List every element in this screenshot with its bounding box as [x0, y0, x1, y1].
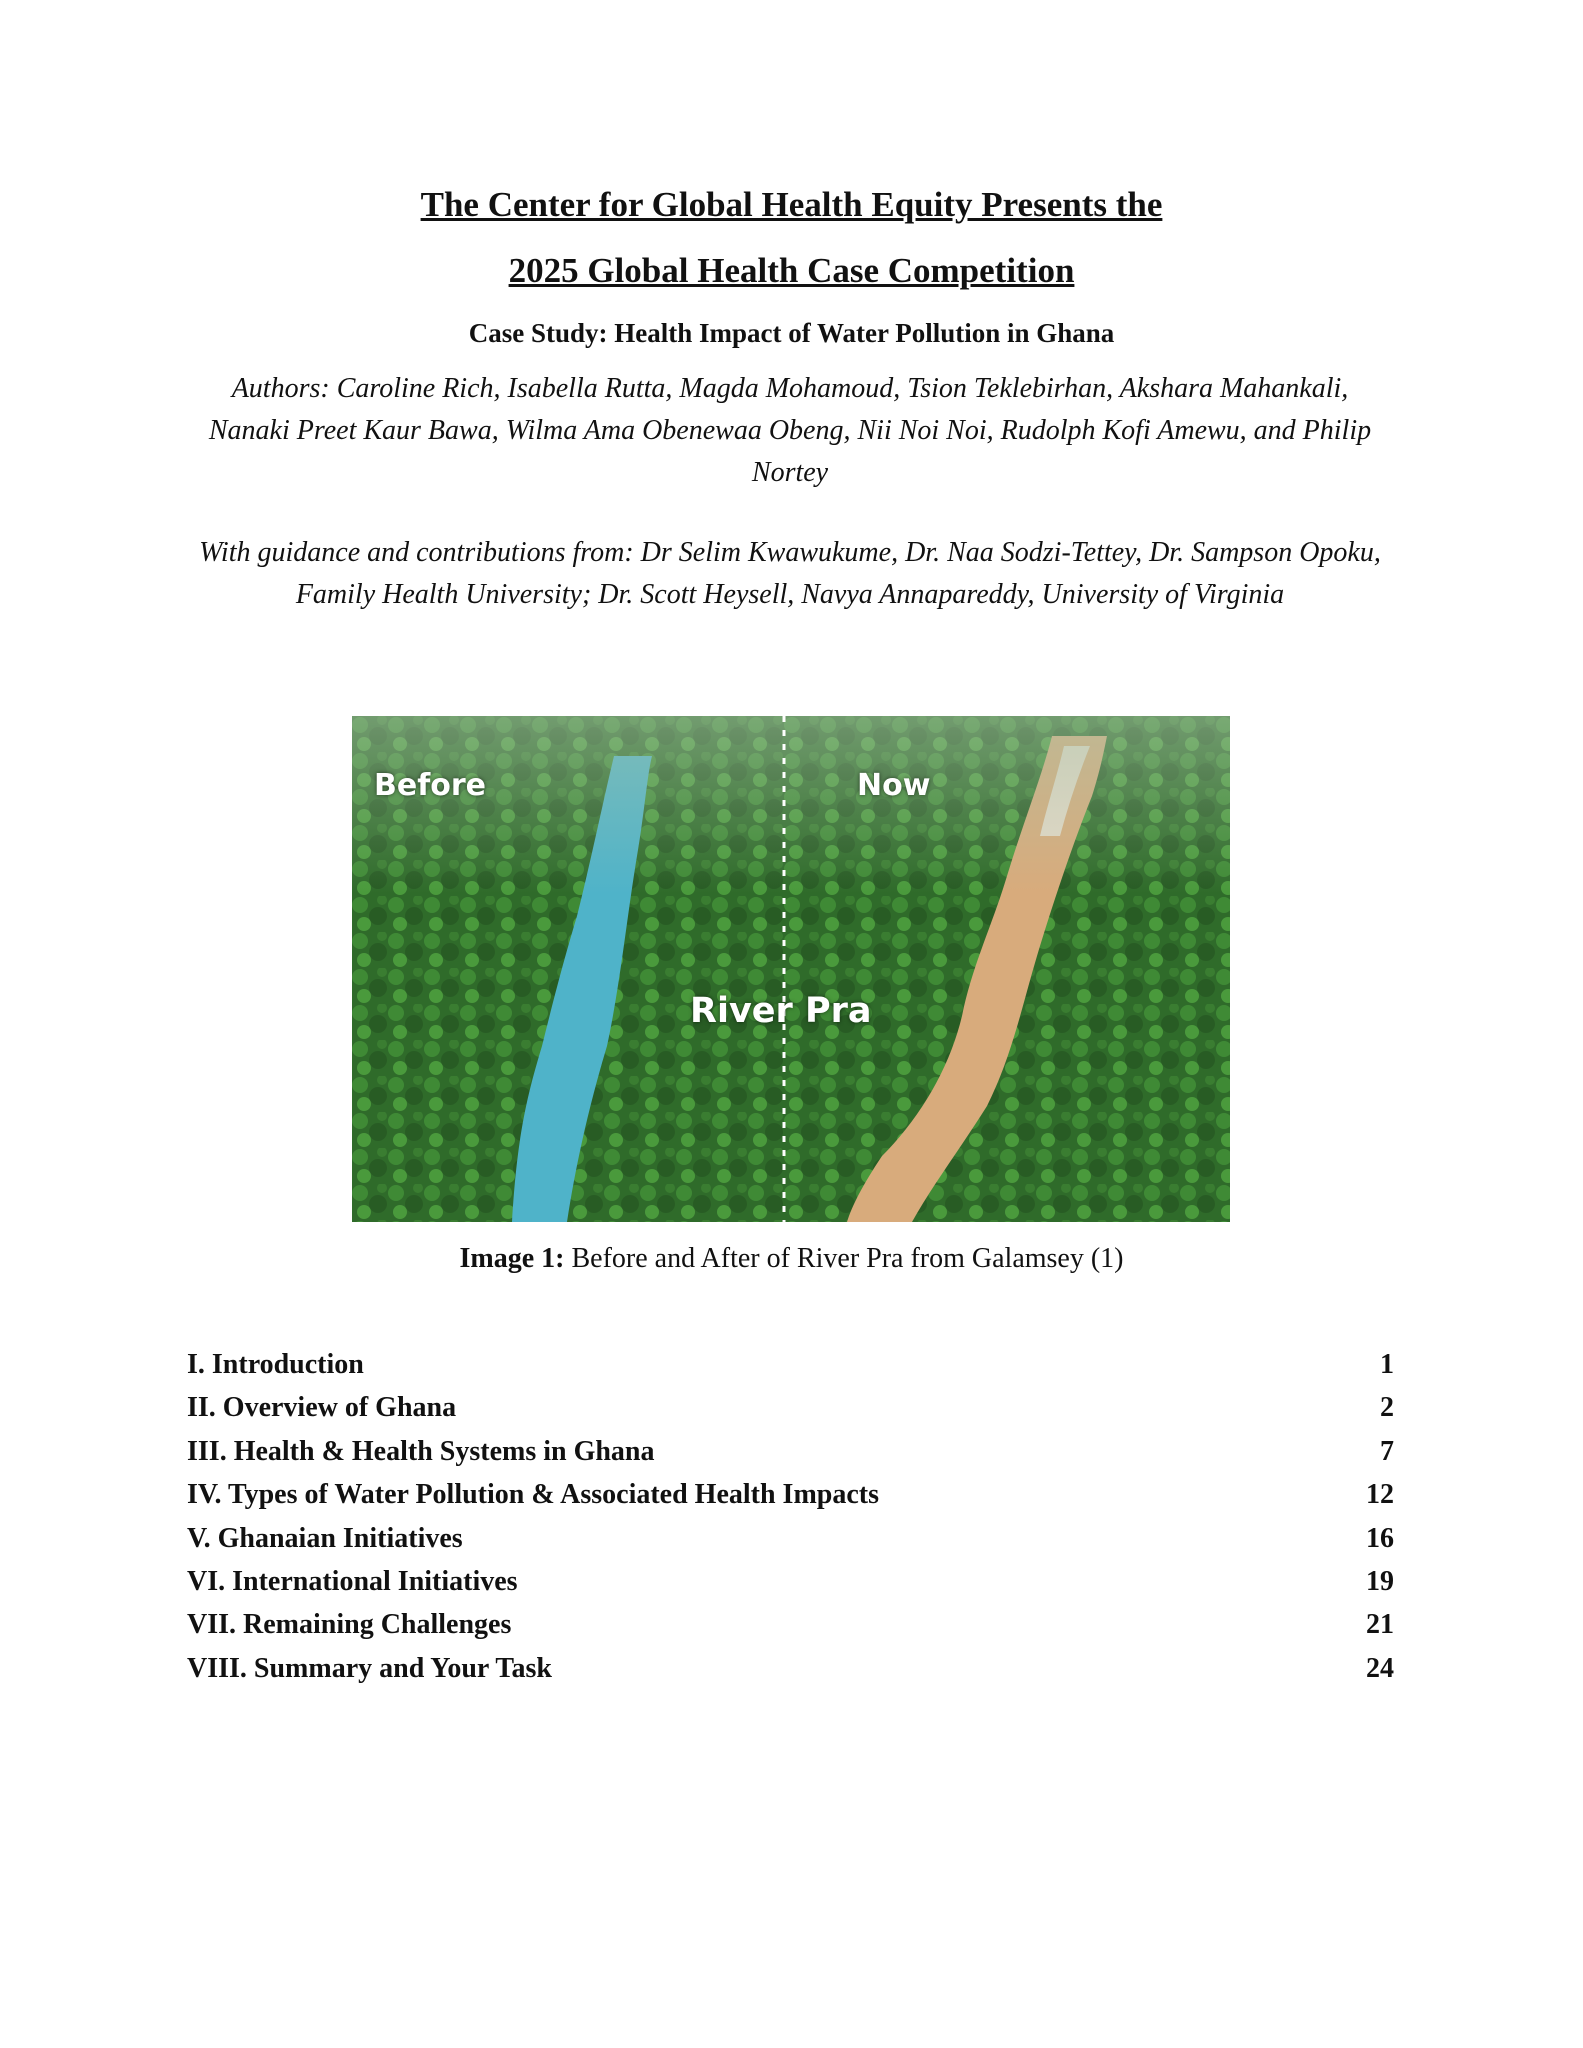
toc-title: II. Overview of Ghana [187, 1392, 457, 1424]
table-of-contents [187, 1343, 1394, 1690]
toc-row[interactable] [187, 1386, 1394, 1429]
case-study-subtitle: Case Study: Health Impact of Water Pollution in Ghana [468, 318, 1115, 348]
caption-text: Before and After of River Pra from Galamsey (1) [564, 1243, 1124, 1274]
before-label: Before [374, 768, 487, 803]
toc-row[interactable] [187, 1343, 1394, 1386]
toc-title: VI. International Initiatives [187, 1565, 518, 1597]
toc-title: IV. Types of Water Pollution & Associated Health Impacts [187, 1479, 880, 1511]
toc-row[interactable] [187, 1603, 1394, 1646]
guidance-credits: With guidance and contributions from: Dr Selim Kwawukume, Dr. Naa Sodzi-Tettey, Dr. Sampson Opoku, Family Health University; Dr. Scott Heysell, Navya Annapareddy, University of Virginia [199, 537, 1381, 610]
toc-row[interactable] [187, 1473, 1394, 1516]
toc-row[interactable] [187, 1560, 1394, 1603]
river-pra-label: River Pra [690, 991, 872, 1031]
toc-title: I. Introduction [187, 1349, 364, 1380]
title-line-2: 2025 Global Health Case Competition [508, 251, 1075, 290]
toc-row[interactable] [187, 1430, 1394, 1473]
toc-page: 19 [1366, 1565, 1394, 1597]
toc-page: 1 [1380, 1349, 1394, 1380]
river-pra-photo [352, 716, 1230, 1222]
authors-list: Authors: Caroline Rich, Isabella Rutta, Magda Mohamoud, Tsion Teklebirhan, Akshara Mahankali, Nanaki Preet Kaur Bawa, Wilma Ama Obenewaa Obeng, Nii Noi Noi, Rudolph Kofi Amewu, and Philip Nortey [208, 373, 1372, 488]
caption-prefix: Image 1: [459, 1243, 565, 1274]
toc-page: 24 [1366, 1652, 1394, 1684]
title-line-1: The Center for Global Health Equity Presents the [420, 185, 1163, 224]
now-label: Now [857, 768, 931, 803]
toc-page: 2 [1380, 1392, 1394, 1424]
toc-page: 12 [1366, 1479, 1394, 1511]
toc-row[interactable] [187, 1647, 1394, 1690]
toc-page: 16 [1366, 1522, 1394, 1554]
figure-caption [0, 1243, 1583, 1275]
toc-title: V. Ghanaian Initiatives [187, 1522, 463, 1554]
toc-page: 7 [1380, 1435, 1394, 1467]
toc-page: 21 [1366, 1609, 1394, 1641]
toc-title: VIII. Summary and Your Task [187, 1652, 552, 1684]
toc-title: III. Health & Health Systems in Ghana [187, 1435, 655, 1467]
toc-row[interactable] [187, 1517, 1394, 1560]
toc-title: VII. Remaining Challenges [187, 1609, 512, 1641]
